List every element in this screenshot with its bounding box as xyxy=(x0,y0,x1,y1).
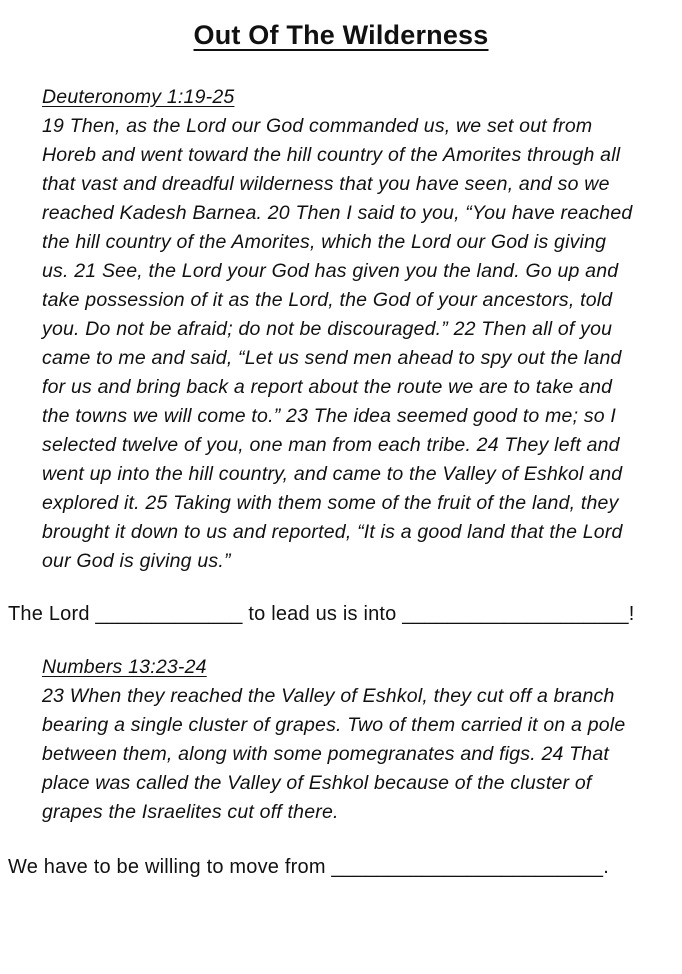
scripture-heading-deuteronomy xyxy=(42,83,638,112)
scripture-section-deuteronomy xyxy=(42,83,638,576)
page-title xyxy=(0,20,682,51)
scripture-reference: Numbers 13:23-24 xyxy=(42,656,207,678)
scripture-heading-numbers xyxy=(42,653,638,682)
fill-in-statement-2: We have to be willing to move from ________________________. xyxy=(8,856,609,878)
scripture-body-numbers: 23 When they reached the Valley of Eshkol, they cut off a branch bearing a single cluster of grapes. Two of them carried it on a pole between them, along with some pomegranates and figs. 24 That place was called the Valley of Eshkol because of the cluster of grapes the Israelites cut off there. xyxy=(42,685,626,823)
scripture-section-numbers xyxy=(42,653,638,827)
scripture-body-deuteronomy: 19 Then, as the Lord our God commanded us, we set out from Horeb and went toward the hill country of the Amorites through all that vast and dreadful wilderness that you have seen, and so we reached Kadesh Barnea. 20 Then I said to you, “You have reached the hill country of the Amorites, which the Lord our God is giving us. 21 See, the Lord your God has given you the land. Go up and take possession of it as the Lord, the God of your ancestors, told you. Do not be afraid; do not be discouraged.” 22 Then all of you came to me and said, “Let us send men ahead to spy out the land for us and bring back a report about the route we are to take and the towns we will come to.” 23 The idea seemed good to me; so I selected twelve of you, one man from each tribe. 24 They left and went up into the hill country, and came to the Valley of Eshkol and explored it. 25 Taking with them some of the fruit of the land, they brought it down to us and reported, “It is a good land that the Lord our God is giving us.” xyxy=(42,115,633,572)
fill-in-statement-1: The Lord _____________ to lead us is into ____________________! xyxy=(8,603,635,625)
scripture-reference: Deuteronomy 1:19-25 xyxy=(42,86,235,108)
page-title-text: Out Of The Wilderness xyxy=(193,20,489,50)
